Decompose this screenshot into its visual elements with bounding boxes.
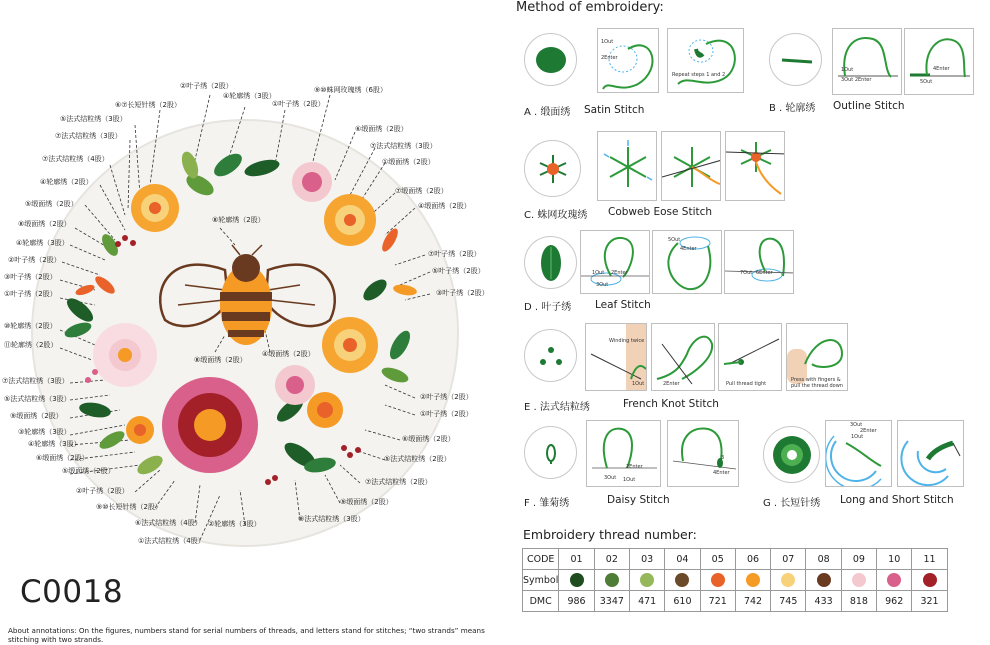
pattern-label: ⑦法式结粒绣（3股） [55,132,122,140]
method-title: Method of embroidery: [516,0,664,15]
satin-cn-label: A . 缎面绣 [524,107,571,118]
long-short-stitch-sample [763,426,820,483]
symbol-cell [559,570,594,591]
daisy-step-2-image [667,420,739,487]
pattern-label: ②叶子绣（2股） [420,393,473,401]
symbol-cell [735,570,770,591]
long-short-step-1-image [825,420,892,487]
symbol-cell [594,570,629,591]
cobweb-step-2-image [661,131,721,201]
french-knot-cn-label: E . 法式结粒绣 [524,402,590,413]
pattern-label: ①叶子绣（2股） [420,410,473,418]
pattern-label: ④缎面绣（2股） [418,202,471,210]
leaf-cn-label: D . 叶子绣 [524,302,572,313]
code-cell: 09 [841,549,876,570]
table-row-symbol [523,570,948,591]
color-swatch [570,573,584,587]
daisy-cn-label: F . 雏菊绣 [524,498,570,509]
pattern-label: ⑦缎面绣（2股） [395,187,448,195]
pattern-label: ⑥法式结粒绣（4股） [135,519,202,527]
code-cell: 01 [559,549,594,570]
outline-en-label: Outline Stitch [833,100,905,112]
code-cell: 04 [665,549,700,570]
pattern-label: ⑨⑩蛛网玫瑰绣（6股） [314,86,388,94]
pattern-label: ①叶子绣（2股） [272,100,325,108]
pattern-label: ③叶子绣（2股） [436,289,489,297]
pattern-label: ⑦法式结粒绣（3股） [370,142,437,150]
color-swatch [640,573,654,587]
thread-table [522,548,948,612]
symbol-cell [771,570,806,591]
cobweb-stitch-sample [524,140,581,197]
pattern-label: ②叶子绣（2股） [180,82,233,90]
pattern-label: ①缎面绣（2股） [382,158,435,166]
cobweb-step-1-image [597,131,657,201]
satin-en-label: Satin Stitch [584,104,645,116]
pattern-label: ⑥⑦长短针绣（2股） [115,101,182,109]
color-swatch [781,573,795,587]
long-short-en-label: Long and Short Stitch [840,494,954,506]
thread-title: Embroidery thread number: [523,527,697,542]
dmc-cell: 721 [700,591,735,612]
embroidery-pattern [0,0,510,560]
color-swatch [923,573,937,587]
pattern-label: ④轮廓绣（3股） [223,92,276,100]
leaf-en-label: Leaf Stitch [595,299,651,311]
color-swatch [711,573,725,587]
cobweb-cn-label: C. 蛛网玫瑰绣 [524,210,588,221]
pattern-label: ⑨⑩长短针绣（2股） [96,503,163,511]
symbol-cell [629,570,664,591]
pattern-label: ⑤法式结粒绣（3股） [4,395,71,403]
pattern-label: ⑨缎面绣（2股） [10,412,63,420]
color-swatch [852,573,866,587]
color-swatch [605,573,619,587]
pattern-code: C0018 [20,574,124,610]
pattern-label: ④轮廓绣（3股） [16,239,69,247]
pattern-label: ③轮廓绣（3股） [18,428,71,436]
table-row-dmc [523,591,948,612]
long-short-cn-label: G . 长短针绣 [763,498,821,509]
pattern-label: ⑦法式结粒绣（4股） [42,155,109,163]
pattern-label: ⑨缎面绣（2股） [340,498,393,506]
dmc-cell: 321 [912,591,947,612]
symbol-cell [841,570,876,591]
table-row-code [523,549,948,570]
pattern-label: ⑤缎面绣（2股） [62,467,115,475]
color-swatch [675,573,689,587]
satin-stitch-sample [524,33,577,86]
pattern-label: ②轮廓绣（3股） [208,520,261,528]
code-cell: 10 [877,549,912,570]
pattern-label: ⑧缎面绣（2股） [18,220,71,228]
pattern-illustration [0,0,510,560]
pattern-label: ⑦叶子绣（2股） [428,250,481,258]
code-cell: 11 [912,549,947,570]
code-cell: 06 [735,549,770,570]
outline-step-1-image [832,28,902,95]
french-knot-sample [524,329,577,382]
leaf-step-2-image [652,230,722,294]
annotation-note: About annotations: On the figures, numbers stand for serial numbers of threads, and letters stand for stitches; “two strands” means stitching with two strands. [8,626,485,644]
pattern-label: ⑤法式结粒绣（3股） [60,115,127,123]
pattern-label: ④缎面绣（2股） [262,350,315,358]
cobweb-step-3-image [725,131,785,201]
leaf-stitch-sample [524,236,577,289]
pattern-label: ①法式结粒绣（4股） [138,537,205,545]
leaf-step-3-image [724,230,794,294]
pattern-label: ⑧轮廓绣（2股） [212,216,265,224]
dmc-cell: 742 [735,591,770,612]
pattern-label: ⑩轮廓绣（2股） [4,322,57,330]
dmc-cell: 986 [559,591,594,612]
pattern-label: ④轮廓绣（2股） [40,178,93,186]
pattern-label: ①叶子绣（2股） [4,290,57,298]
dmc-cell: 818 [841,591,876,612]
pattern-label: ⑪轮廓绣（2股） [4,341,58,349]
symbol-cell [700,570,735,591]
french-knot-step-2-image [651,323,715,391]
cobweb-en-label: Cobweb Eose Stitch [608,206,713,218]
symbol-cell [665,570,700,591]
code-cell: 03 [629,549,664,570]
pattern-label: ⑨法式结粒绣（3股） [298,515,365,523]
code-cell: 02 [594,549,629,570]
pattern-label: ⑤叶子绣（2股） [432,267,485,275]
pattern-label: ②叶子绣（2股） [76,487,129,495]
outline-stitch-sample [769,33,822,86]
symbol-cell [806,570,841,591]
pattern-label: ⑤缎面绣（2股） [25,200,78,208]
long-short-step-2-image [897,420,964,487]
pattern-label: ⑥缎面绣（2股） [36,454,89,462]
row-label: CODE [523,549,559,570]
symbol-cell [877,570,912,591]
code-cell: 08 [806,549,841,570]
pattern-label: ⑧缎面绣（2股） [194,356,247,364]
dmc-cell: 610 [665,591,700,612]
outline-cn-label: B . 轮廓绣 [769,103,816,114]
dmc-cell: 745 [771,591,806,612]
color-swatch [817,573,831,587]
color-swatch [887,573,901,587]
pattern-label: ②叶子绣（2股） [8,256,61,264]
dmc-cell: 3347 [594,591,629,612]
dmc-cell: 962 [877,591,912,612]
row-label: DMC [523,591,559,612]
dmc-cell: 471 [629,591,664,612]
satin-step-2-image [667,28,744,93]
pattern-label: ④轮廓绣（3股） [28,440,81,448]
daisy-stitch-sample [524,426,577,479]
code-cell: 05 [700,549,735,570]
leaf-step-1-image [580,230,650,294]
pattern-label: ⑦法式结粒绣（2股） [365,478,432,486]
pattern-label: ⑤法式结粒绣（2股） [384,455,451,463]
outline-step-2-image [904,28,974,95]
pattern-label: ⑥缎面绣（2股） [402,435,455,443]
dmc-cell: 433 [806,591,841,612]
daisy-en-label: Daisy Stitch [607,494,670,506]
code-cell: 07 [771,549,806,570]
color-swatch [746,573,760,587]
pattern-label: ⑦法式结粒绣（3股） [2,377,69,385]
symbol-cell [912,570,947,591]
pattern-label: ⑥缎面绣（2股） [355,125,408,133]
pattern-label: ③叶子绣（2股） [4,273,57,281]
french-knot-en-label: French Knot Stitch [623,398,719,410]
row-label: Symbol [523,570,559,591]
